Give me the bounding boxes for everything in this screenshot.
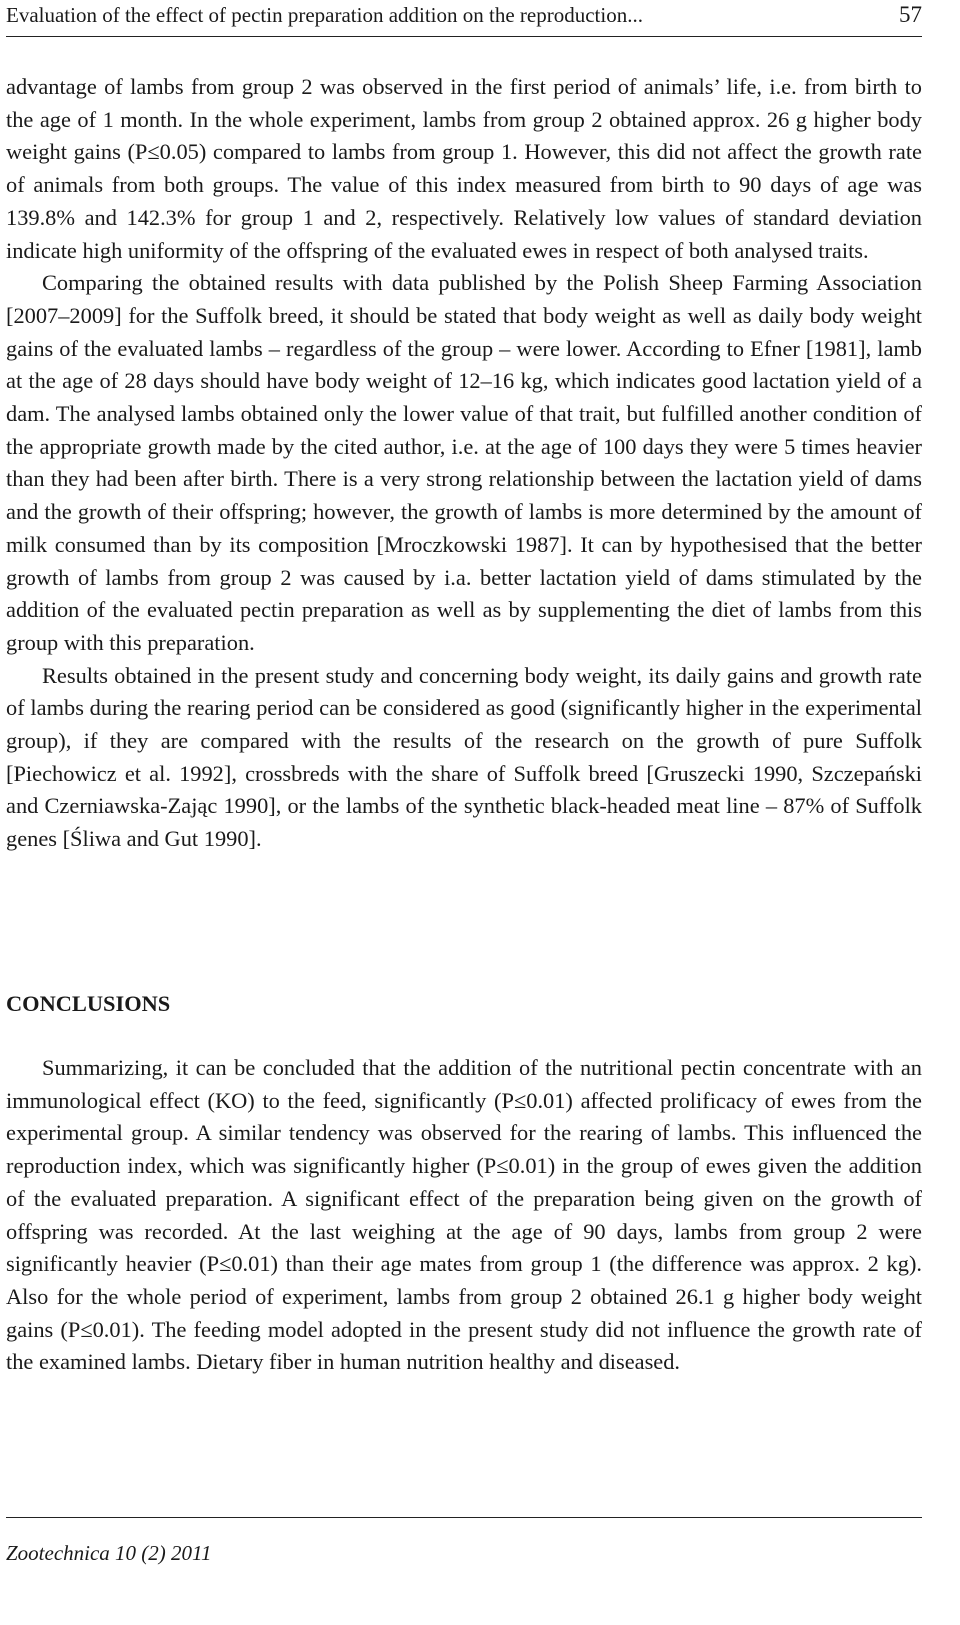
body-paragraph-2: Comparing the obtained results with data published by the Polish Sheep Farming Association [2007–2009] for the Suffolk breed, it should be stated that body weight as well as daily body weight gains of the evaluated lambs – regardless of the group – were lower. According to Efner [1981], lamb at the age of 28 days should have body weight of 12–16 kg, which indicates good lactation yield of a dam. The analysed lambs obtained only the lower value of that trait, but fulfilled another condition of the appropriate growth made by the cited author, i.e. at the age of 100 days they were 5 times heavier than they had been after birth. There is a very strong relationship between the lactation yield of dams and the growth of their offspring; however, the growth of lambs is more determined by the amount of milk consumed than by its composition [Mroczkowski 1987]. It can by hypothesised that the better growth of lambs from group 2 was caused by i.a. better lactation yield of dams stimulated by the addition of the evaluated pectin preparation as well as by supplementing the diet of lambs from this group with this preparation.: [6, 270, 922, 655]
journal-footer: Zootechnica 10 (2) 2011: [6, 1541, 212, 1565]
footer-rule: [6, 1517, 922, 1518]
running-title: Evaluation of the effect of pectin preparation addition on the reproduction...: [6, 3, 643, 27]
main-text: [6, 71, 922, 856]
page-number: 57: [899, 2, 922, 27]
conclusions-paragraph: Summarizing, it can be concluded that the addition of the nutritional pectin concentrate with an immunological effect (KO) to the feed, significantly (P≤0.01) affected prolificacy of ewes from the experimental group. A similar tendency was observed for the rearing of lambs. This influenced the reproduction index, which was significantly higher (P≤0.01) in the group of ewes given the addition of the evaluated preparation. A significant effect of the preparation being given on the growth of offspring was recorded. At the last weighing at the age of 90 days, lambs from group 2 were significantly heavier (P≤0.01) than their age mates from group 1 (the difference was approx. 2 kg). Also for the whole period of experiment, lambs from group 2 obtained 26.1 g higher body weight gains (P≤0.01). The feeding model adopted in the present study did not influence the growth rate of the examined lambs. Dietary fiber in human nutrition healthy and diseased.: [6, 1055, 922, 1375]
conclusions-heading: CONCLUSIONS: [6, 991, 171, 1016]
body-paragraph-3: Results obtained in the present study and concerning body weight, its daily gains and growth rate of lambs during the rearing period can be considered as good (significantly higher in the experimental group), if they are compared with the results of the research on the growth of pure Suffolk [Piechowicz et al. 1992], crossbreds with the share of Suffolk breed [Gruszecki 1990, Szczepański and Czerniawska-Zając 1990], or the lambs of the synthetic black-headed meat line – 87% of Suffolk genes [Śliwa and Gut 1990].: [6, 662, 922, 852]
conclusions-section: [6, 1052, 922, 1379]
body-paragraph-1: advantage of lambs from group 2 was observed in the first period of animals’ life, i.e. from birth to the age of 1 month. In the whole experiment, lambs from group 2 obtained approx. 26 g higher body weight gains (P≤0.05) compared to lambs from group 1. However, this did not affect the growth rate of animals from both groups. The value of this index measured from birth to 90 days of age was 139.8% and 142.3% for group 1 and 2, respectively. Relatively low values of standard deviation indicate high uniformity of the offspring of the evaluated ewes in respect of both analysed traits.: [6, 74, 922, 263]
running-header: [6, 0, 922, 37]
